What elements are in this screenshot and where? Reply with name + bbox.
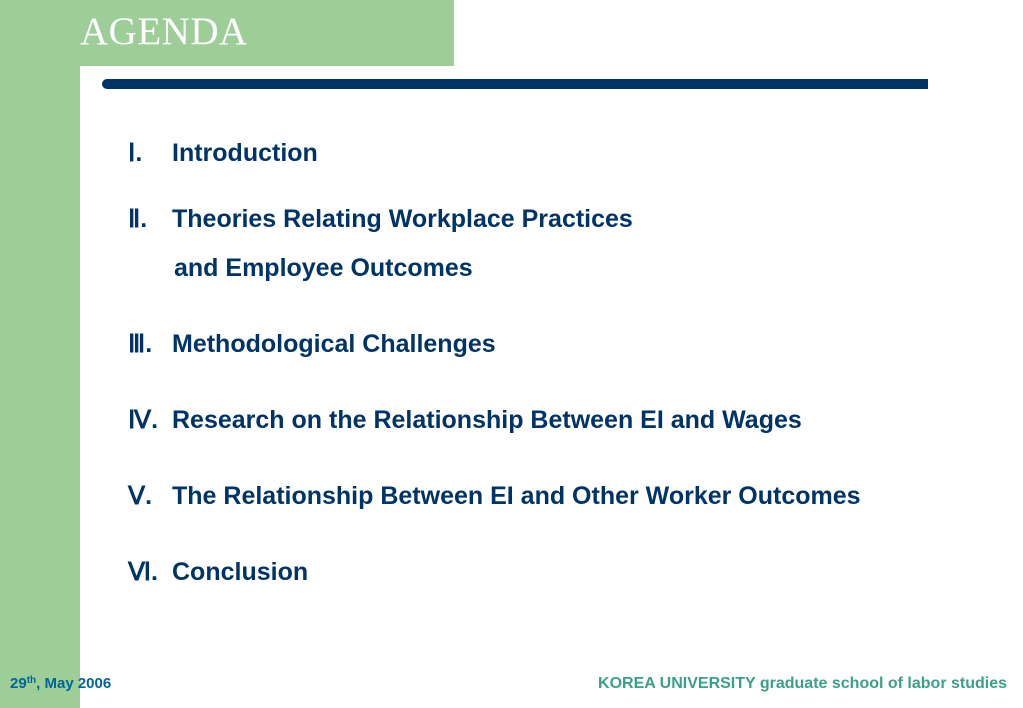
footer-institution: KOREA UNIVERSITY graduate school of labor studies bbox=[598, 675, 1007, 692]
agenda-item-text: Methodological Challenges bbox=[172, 330, 496, 358]
agenda-item-number: Ⅲ. bbox=[128, 330, 153, 358]
footer-date bbox=[10, 676, 111, 691]
agenda-item-number: Ⅰ. bbox=[128, 139, 143, 167]
agenda-item-6 bbox=[128, 560, 308, 585]
agenda-item-number: Ⅵ. bbox=[128, 558, 159, 586]
agenda-item-3 bbox=[128, 332, 496, 357]
slide-title: AGENDA bbox=[80, 10, 248, 53]
agenda-item-2 bbox=[128, 207, 633, 281]
agenda-item-4 bbox=[128, 408, 802, 433]
agenda-item-text: The Relationship Between EI and Other Worker Outcomes bbox=[172, 482, 861, 510]
title-underline-bar bbox=[102, 79, 928, 89]
agenda-item-text: Introduction bbox=[172, 139, 318, 167]
agenda-item-number: Ⅳ. bbox=[128, 406, 159, 434]
footer-date-day: 29 bbox=[10, 675, 27, 692]
footer-date-suffix: th bbox=[26, 675, 37, 686]
agenda-item-1 bbox=[128, 141, 318, 166]
left-green-band bbox=[0, 0, 80, 708]
agenda-item-text: Theories Relating Workplace Practices bbox=[172, 205, 633, 233]
agenda-item-number: Ⅱ. bbox=[128, 205, 148, 233]
agenda-item-number: Ⅴ. bbox=[128, 482, 153, 510]
agenda-item-text: Conclusion bbox=[172, 558, 309, 586]
agenda-item-text: Research on the Relationship Between EI and Wages bbox=[172, 406, 802, 434]
footer-date-rest: , May 2006 bbox=[36, 675, 112, 692]
agenda-item-text-continued: and Employee Outcomes bbox=[174, 254, 473, 282]
agenda-item-5 bbox=[128, 484, 861, 509]
